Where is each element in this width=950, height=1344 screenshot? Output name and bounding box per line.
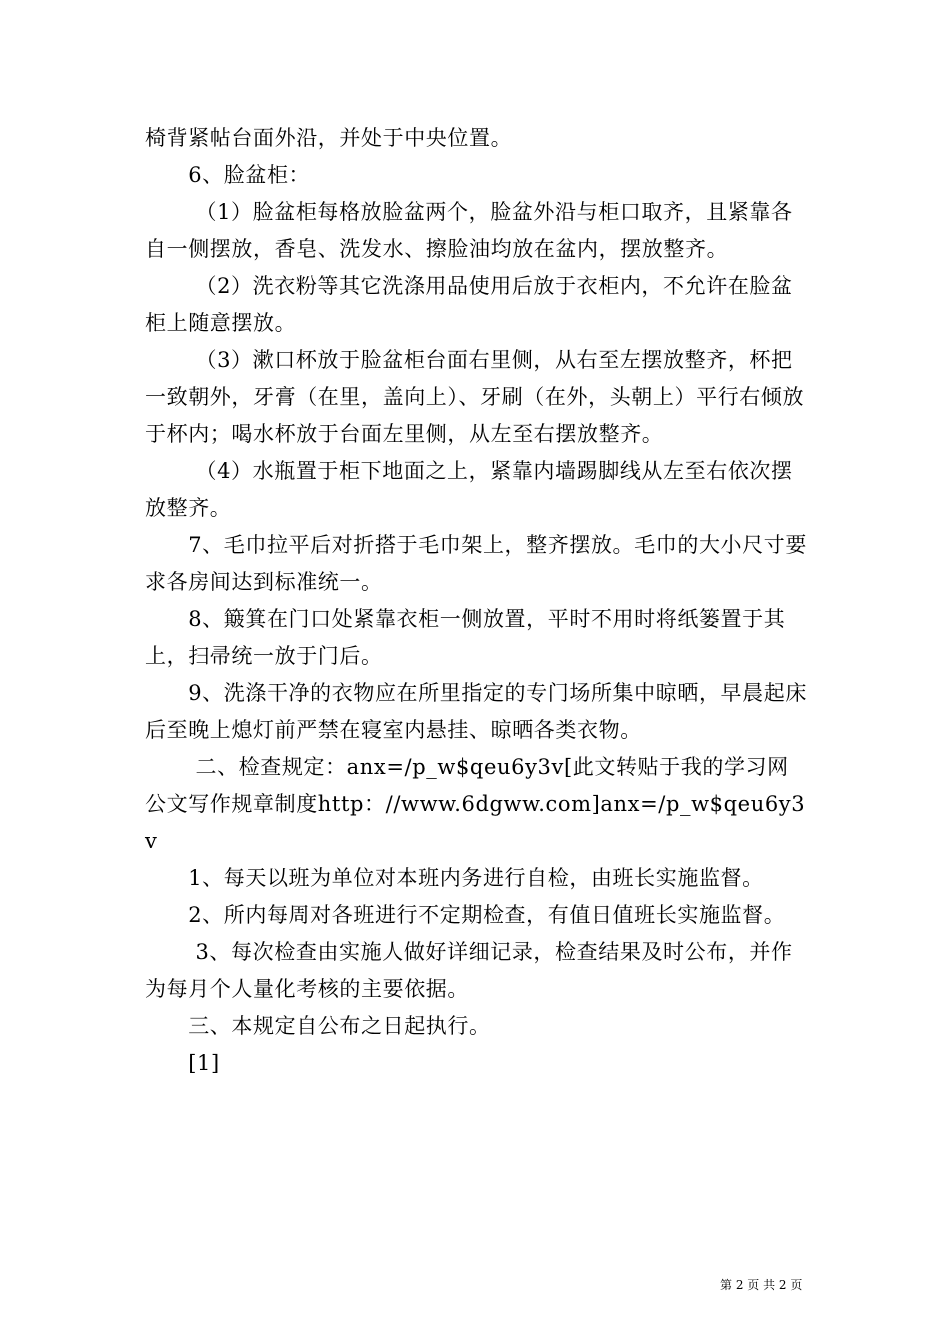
paragraph-7: 7、毛巾拉平后对折搭于毛巾架上，整齐摆放。毛巾的大小尺寸要求各房间达到标准统一。 [145, 533, 807, 594]
document-body [145, 120, 810, 1082]
paragraph-2: 6、脸盆柜： [145, 163, 311, 187]
paragraph-14: 三、本规定自公布之日起执行。 [145, 1014, 491, 1038]
paragraph-5: （3）漱口杯放于脸盆柜台面右里侧，从右至左摆放整齐，杯把一致朝外，牙膏（在里，盖向上）、牙刷（在外，头朝上）平行右倾放于杯内；喝水杯放于台面左里侧，从左至右摆放整齐。 [145, 348, 805, 446]
paragraph-1: 椅背紧帖台面外沿，并处于中央位置。 [145, 126, 513, 150]
paragraph-4: （2）洗衣粉等其它洗涤用品使用后放于衣柜内，不允许在脸盆柜上随意摆放。 [145, 274, 793, 335]
paragraph-11: 1、每天以班为单位对本班内务进行自检，由班长实施监督。 [145, 866, 764, 890]
paragraph-8: 8、簸箕在门口处紧靠衣柜一侧放置，平时不用时将纸篓置于其上，扫帚统一放于门后。 [145, 607, 786, 668]
paragraph-10: 二、检查规定：anx=/p_w$qeu6y3v[此文转贴于我的学习网公文写作规章制度http：//www.6dgww.com]anx=/p_w$qeu6y3v [145, 755, 806, 853]
paragraph-15: [1] [145, 1051, 220, 1075]
paragraph-3: （1）脸盆柜每格放脸盆两个，脸盆外沿与柜口取齐，且紧靠各自一侧摆放，香皂、洗发水、擦脸油均放在盆内，摆放整齐。 [145, 200, 793, 261]
paragraph-9: 9、洗涤干净的衣物应在所里指定的专门场所集中晾晒，早晨起床后至晚上熄灯前严禁在寝室内悬挂、晾晒各类衣物。 [145, 681, 807, 742]
page-number: 第 2 页 共 2 页 [720, 1278, 803, 1292]
paragraph-12: 2、所内每周对各班进行不定期检查，有值日值班长实施监督。 [145, 903, 786, 927]
paragraph-13: 3、每次检查由实施人做好详细记录，检查结果及时公布，并作为每月个人量化考核的主要依据。 [145, 940, 793, 1001]
paragraph-6: （4）水瓶置于柜下地面之上，紧靠内墙踢脚线从左至右依次摆放整齐。 [145, 459, 793, 520]
